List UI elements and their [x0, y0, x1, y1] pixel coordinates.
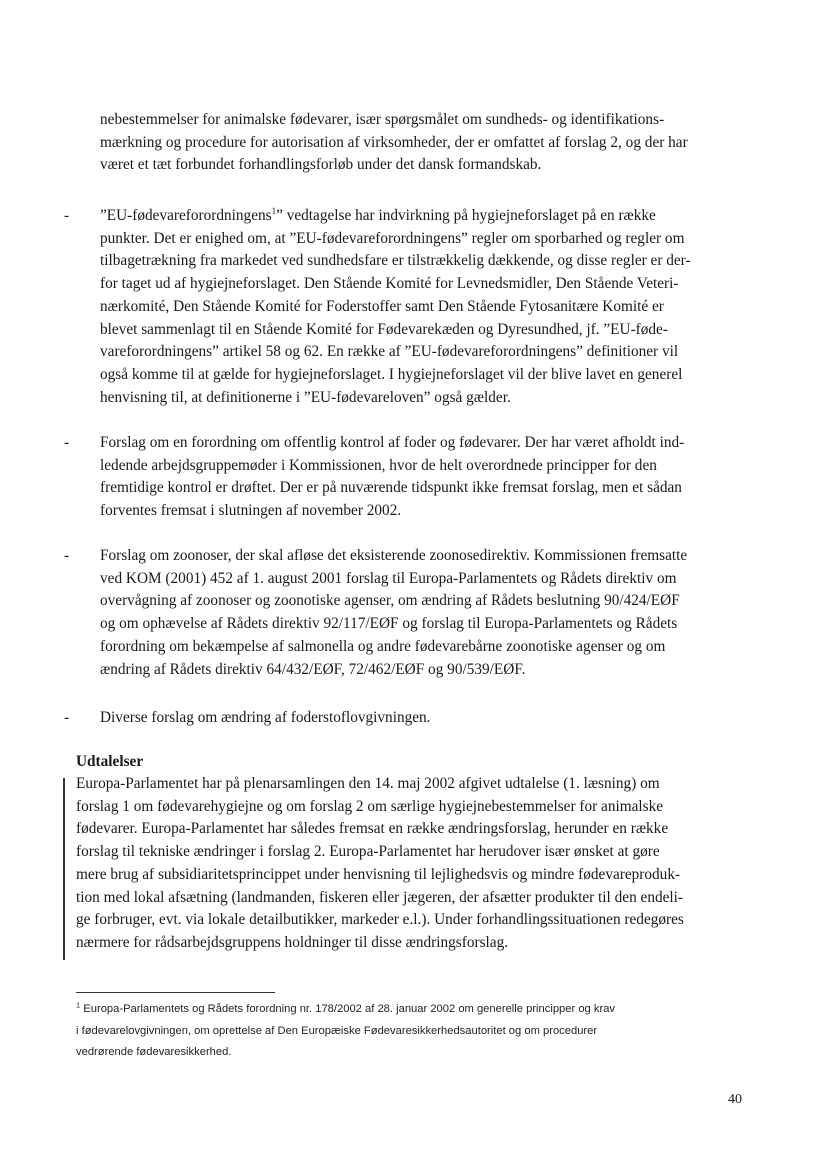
bullet-item-foderstof	[100, 707, 431, 730]
text-line: fødevarer. Europa-Parlamentet har således fremsat en række ændringsforslag, herunder en række	[76, 820, 669, 838]
text-line: blevet sammenlagt til en Stående Komité for Fødevarekæden og Dyresundhed, jf. ”EU-føde-	[100, 320, 668, 338]
text-line: tion med lokal afsætning (landmanden, fiskeren eller jægeren, der afsætter produkter til den endeli-	[76, 888, 684, 906]
text-line: ved KOM (2001) 452 af 1. august 2001 forslag til Europa-Parlamentets og Rådets direktiv om	[100, 569, 677, 587]
bullet-marker: -	[64, 434, 70, 451]
text-line: Diverse forslag om ændring af foderstoflovgivningen.	[100, 709, 431, 726]
text-line: ledende arbejdsgruppemøder i Kommissionen, hvor de helt overordnede principper for den	[100, 456, 657, 474]
text-line: forventes fremsat i slutningen af november 2002.	[100, 502, 402, 520]
bullet-item-zoonoser	[100, 545, 687, 681]
text-fragment: ”EU-fødevareforordningens	[100, 207, 272, 224]
bullet-marker: -	[64, 709, 70, 726]
text-line: nærmere for rådsarbejdsgruppens holdninger til disse ændringsforslag.	[76, 933, 509, 951]
footnote-marker: 1	[76, 1000, 81, 1010]
udtalelser-paragraph	[76, 773, 684, 955]
footnote-separator	[76, 992, 275, 993]
revision-change-bar	[63, 778, 65, 960]
text-line	[76, 999, 615, 1021]
text-line: fremtidige kontrol er drøftet. Der er på nuværende tidspunkt ikke fremsat forslag, men et sådan	[100, 479, 682, 497]
text-line: forordning om bekæmpelse af salmonella og andre fødevarebårne zoonotiske agenser og om	[100, 637, 666, 655]
text-line: henvisning til, at definitionerne i ”EU-fødevareloven” også gælder.	[100, 388, 511, 406]
text-line	[100, 205, 691, 228]
text-line: for taget ud af hygiejneforslaget. Den Stående Komité for Levnedsmidler, Den Stående Veteri-	[100, 275, 679, 293]
bullet-marker: -	[64, 207, 70, 224]
text-line: forslag 1 om fødevarehygiejne og om forslag 2 om særlige hygiejnebestemmelser for animalske	[76, 797, 664, 815]
text-fragment: Europa-Parlamentets og Rådets forordning nr. 178/2002 af 28. januar 2002 om generelle principper og krav	[83, 1003, 616, 1015]
text-line: og om ophævelse af Rådets direktiv 92/117/EØF og forslag til Europa-Parlamentets og Rådets	[100, 615, 678, 633]
intro-paragraph	[100, 109, 688, 177]
text-line: punkter. Det er enighed om, at ”EU-fødevareforordningens” regler om sporbarhed og regler om	[100, 229, 685, 247]
text-line: Forslag om en forordning om offentlig kontrol af foder og fødevarer. Der har været afholdt ind-	[100, 434, 685, 451]
text-line: nærkomité, Den Stående Komité for Foderstoffer samt Den Stående Fytosanitære Komité er	[100, 297, 664, 315]
text-line: nebestemmelser for animalske fødevarer, især spørgsmålet om sundheds- og identifikations-	[100, 111, 665, 128]
text-line: Europa-Parlamentet har på plenarsamlingen den 14. maj 2002 afgivet udtalelse (1. læsning) om	[76, 775, 660, 792]
text-line: også komme til at gælde for hygiejneforslaget. I hygiejneforslaget vil der blive lavet en generel	[100, 365, 683, 383]
text-line: Forslag om zoonoser, der skal afløse det eksisterende zoonosedirektiv. Kommissionen fremsatte	[100, 547, 688, 564]
text-line: vareforordningens” artikel 58 og 62. En række af ”EU-fødevareforordningens” definitioner vil	[100, 343, 679, 361]
footnote-reference: 1	[271, 205, 277, 216]
text-fragment: ” vedtagelse har indvirkning på hygiejneforslaget på en række	[276, 207, 656, 224]
bullet-marker: -	[64, 547, 70, 564]
text-line: tilbagetrækning fra markedet ved sundhedsfare er tilstrækkelig dækkende, og disse regler er der-	[100, 252, 691, 270]
page-number: 40	[728, 1092, 742, 1107]
text-line: mere brug af subsidiaritetsprincippet under henvisning til lejlighedsvis og mindre fødevareproduk-	[76, 865, 681, 883]
bullet-item-offentlig-kontrol	[100, 432, 684, 523]
section-heading-udtalelser: Udtalelser	[76, 753, 144, 770]
footnote	[76, 999, 615, 1064]
text-line: forslag til tekniske ændringer i forslag 2. Europa-Parlamentet har herudover især ønsket at gøre	[76, 843, 660, 861]
text-line: mærkning og procedure for autorisation af virksomheder, der er omfattet af forslag 2, og der har	[100, 133, 688, 151]
text-line: vedrørende fødevaresikkerhed.	[76, 1046, 232, 1058]
text-line: ge forbruger, evt. via lokale detailbutikker, markeder e.l.). Under forhandlingssituationen redegøres	[76, 911, 684, 929]
bullet-item-eu-foedevareforordning	[100, 205, 691, 409]
text-line: været et tæt forbundet forhandlingsforløb under det dansk formandskab.	[100, 156, 542, 174]
text-line: i fødevarelovgivningen, om oprettelse af Den Europæiske Fødevaresikkerhedsautoritet og om procedurer	[76, 1024, 598, 1037]
text-line: overvågning af zoonoser og zoonotiske agenser, om ændring af Rådets beslutning 90/424/EØF	[100, 592, 680, 610]
text-line: ændring af Rådets direktiv 64/432/EØF, 72/462/EØF og 90/539/EØF.	[100, 660, 526, 678]
